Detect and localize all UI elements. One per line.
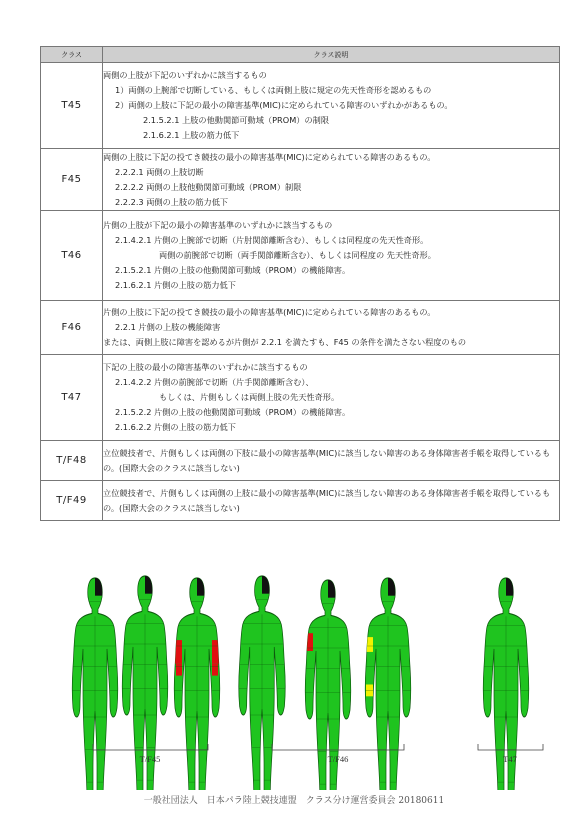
description-line: 2.2.2.3 両側の上肢の筋力低下 xyxy=(115,196,229,207)
description-line: 両側の上肢が下記のいずれかに該当するもの xyxy=(103,70,267,80)
body-figure xyxy=(173,576,221,790)
class-description xyxy=(103,301,560,355)
class-code: F46 xyxy=(41,301,103,355)
table-header-row xyxy=(41,47,560,63)
description-line: 片側の上肢が下記の最小の障害基準のいずれかに該当するもの xyxy=(103,220,333,230)
description-line: 下記の上肢の最小の障害基準のいずれかに該当するもの xyxy=(103,362,308,372)
class-description xyxy=(103,211,560,301)
head-marker xyxy=(328,578,337,597)
body-figure xyxy=(71,576,119,790)
group-label: T/F46 xyxy=(327,754,349,764)
description-line: 両側の前腕部で切断（両手関節離断含む）、もしくは同程度の 先天性奇形。 xyxy=(159,250,436,260)
class-description xyxy=(103,63,560,149)
group-label: T/F45 xyxy=(139,754,161,764)
description-line: もしくは、片側もしくは両側上肢の先天性奇形。 xyxy=(159,392,340,402)
description-line: 2）両側の上肢に下記の最小の障害基準(MIC)に定められている障害のいずれかがあるもの。 xyxy=(115,100,453,110)
impairment-zone xyxy=(176,664,182,676)
description-line: 2.2.2.1 両側の上肢切断 xyxy=(115,166,204,177)
class-figures xyxy=(0,560,588,790)
group-label: T47 xyxy=(503,754,517,764)
class-code: F45 xyxy=(41,149,103,211)
header-description: クラス説明 xyxy=(103,47,560,63)
description-line: 2.1.6.2.1 片側の上肢の筋力低下 xyxy=(115,280,236,290)
class-description xyxy=(103,355,560,441)
description-line: 立位競技者で、片側もしくは両側の下肢に最小の障害基準(MIC)に該当しない障害のある身体障害者手帳を取得しているもの。(国際大会のクラスに該当しない) xyxy=(103,447,551,473)
description-line: 両側の上肢に下記の投てき競技の最小の障害基準(MIC)に定められている障害のあるもの。 xyxy=(103,151,436,162)
header-class: クラス xyxy=(41,47,103,63)
table-row xyxy=(41,481,560,521)
description-line: 2.1.4.2.2 片側の前腕部で切断（片手関節離断含む）、 xyxy=(115,377,314,387)
description-line: 1）両側の上腕部で切断している、もしくは両側上肢に規定の先天性奇形を認めるもの xyxy=(115,85,432,95)
footer-credit: 一般社団法人 日本パラ陸上競技連盟 クラス分け運営委員会 20180611 xyxy=(143,796,445,806)
description-line: 2.1.4.2.1 片側の上腕部で切断（片肘関節離断含む）、もしくは同程度の先天性奇形。 xyxy=(115,235,429,245)
impairment-zone xyxy=(212,664,218,676)
head-marker xyxy=(197,576,206,595)
class-description xyxy=(103,441,560,481)
class-description xyxy=(103,481,560,521)
description-line: 2.1.6.2.2 片側の上肢の筋力低下 xyxy=(115,422,236,432)
description-line: 片側の上肢に下記の投てき競技の最小の障害基準(MIC)に定められている障害のあるもの。 xyxy=(103,307,436,317)
head-marker xyxy=(95,576,104,595)
table-row xyxy=(41,149,560,211)
head-marker xyxy=(262,574,271,593)
description-line: 2.2.1 片側の上肢の機能障害 xyxy=(115,322,221,332)
class-code: T47 xyxy=(41,355,103,441)
description-line: または、両側上肢に障害を認めるが片側が 2.2.1 を満たすも、F45 の条件を満たさない程度のもの xyxy=(103,337,467,347)
class-table xyxy=(40,46,560,521)
class-code: T45 xyxy=(41,63,103,149)
class-description xyxy=(103,149,560,211)
head-marker xyxy=(388,576,397,595)
class-code: T46 xyxy=(41,211,103,301)
description-line: 2.1.6.2.1 上肢の筋力低下 xyxy=(143,130,240,140)
description-line: 2.1.5.2.2 片側の上肢の他動関節可動域（PROM）の機能障害。 xyxy=(115,407,351,417)
class-code: T/F49 xyxy=(41,481,103,521)
head-marker xyxy=(506,576,515,595)
table-row xyxy=(41,355,560,441)
description-line: 立位競技者で、片側もしくは両側の上肢に最小の障害基準(MIC)に該当しない障害のある身体障害者手帳を取得しているもの。(国際大会のクラスに該当しない) xyxy=(103,487,551,513)
body-figure xyxy=(238,574,287,790)
table-row xyxy=(41,301,560,355)
table-row xyxy=(41,441,560,481)
head-marker xyxy=(145,574,154,593)
description-line: 2.2.2.2 両側の上肢他動関節可動域（PROM）制限 xyxy=(115,181,302,192)
description-line: 2.1.5.2.1 上肢の他動関節可動域（PROM）の制限 xyxy=(143,115,330,125)
description-line: 2.1.5.2.1 片側の上肢の他動関節可動域（PROM）の機能障害。 xyxy=(115,265,351,275)
table-row xyxy=(41,63,560,149)
table-row xyxy=(41,211,560,301)
body-figure xyxy=(364,576,412,790)
class-code: T/F48 xyxy=(41,441,103,481)
